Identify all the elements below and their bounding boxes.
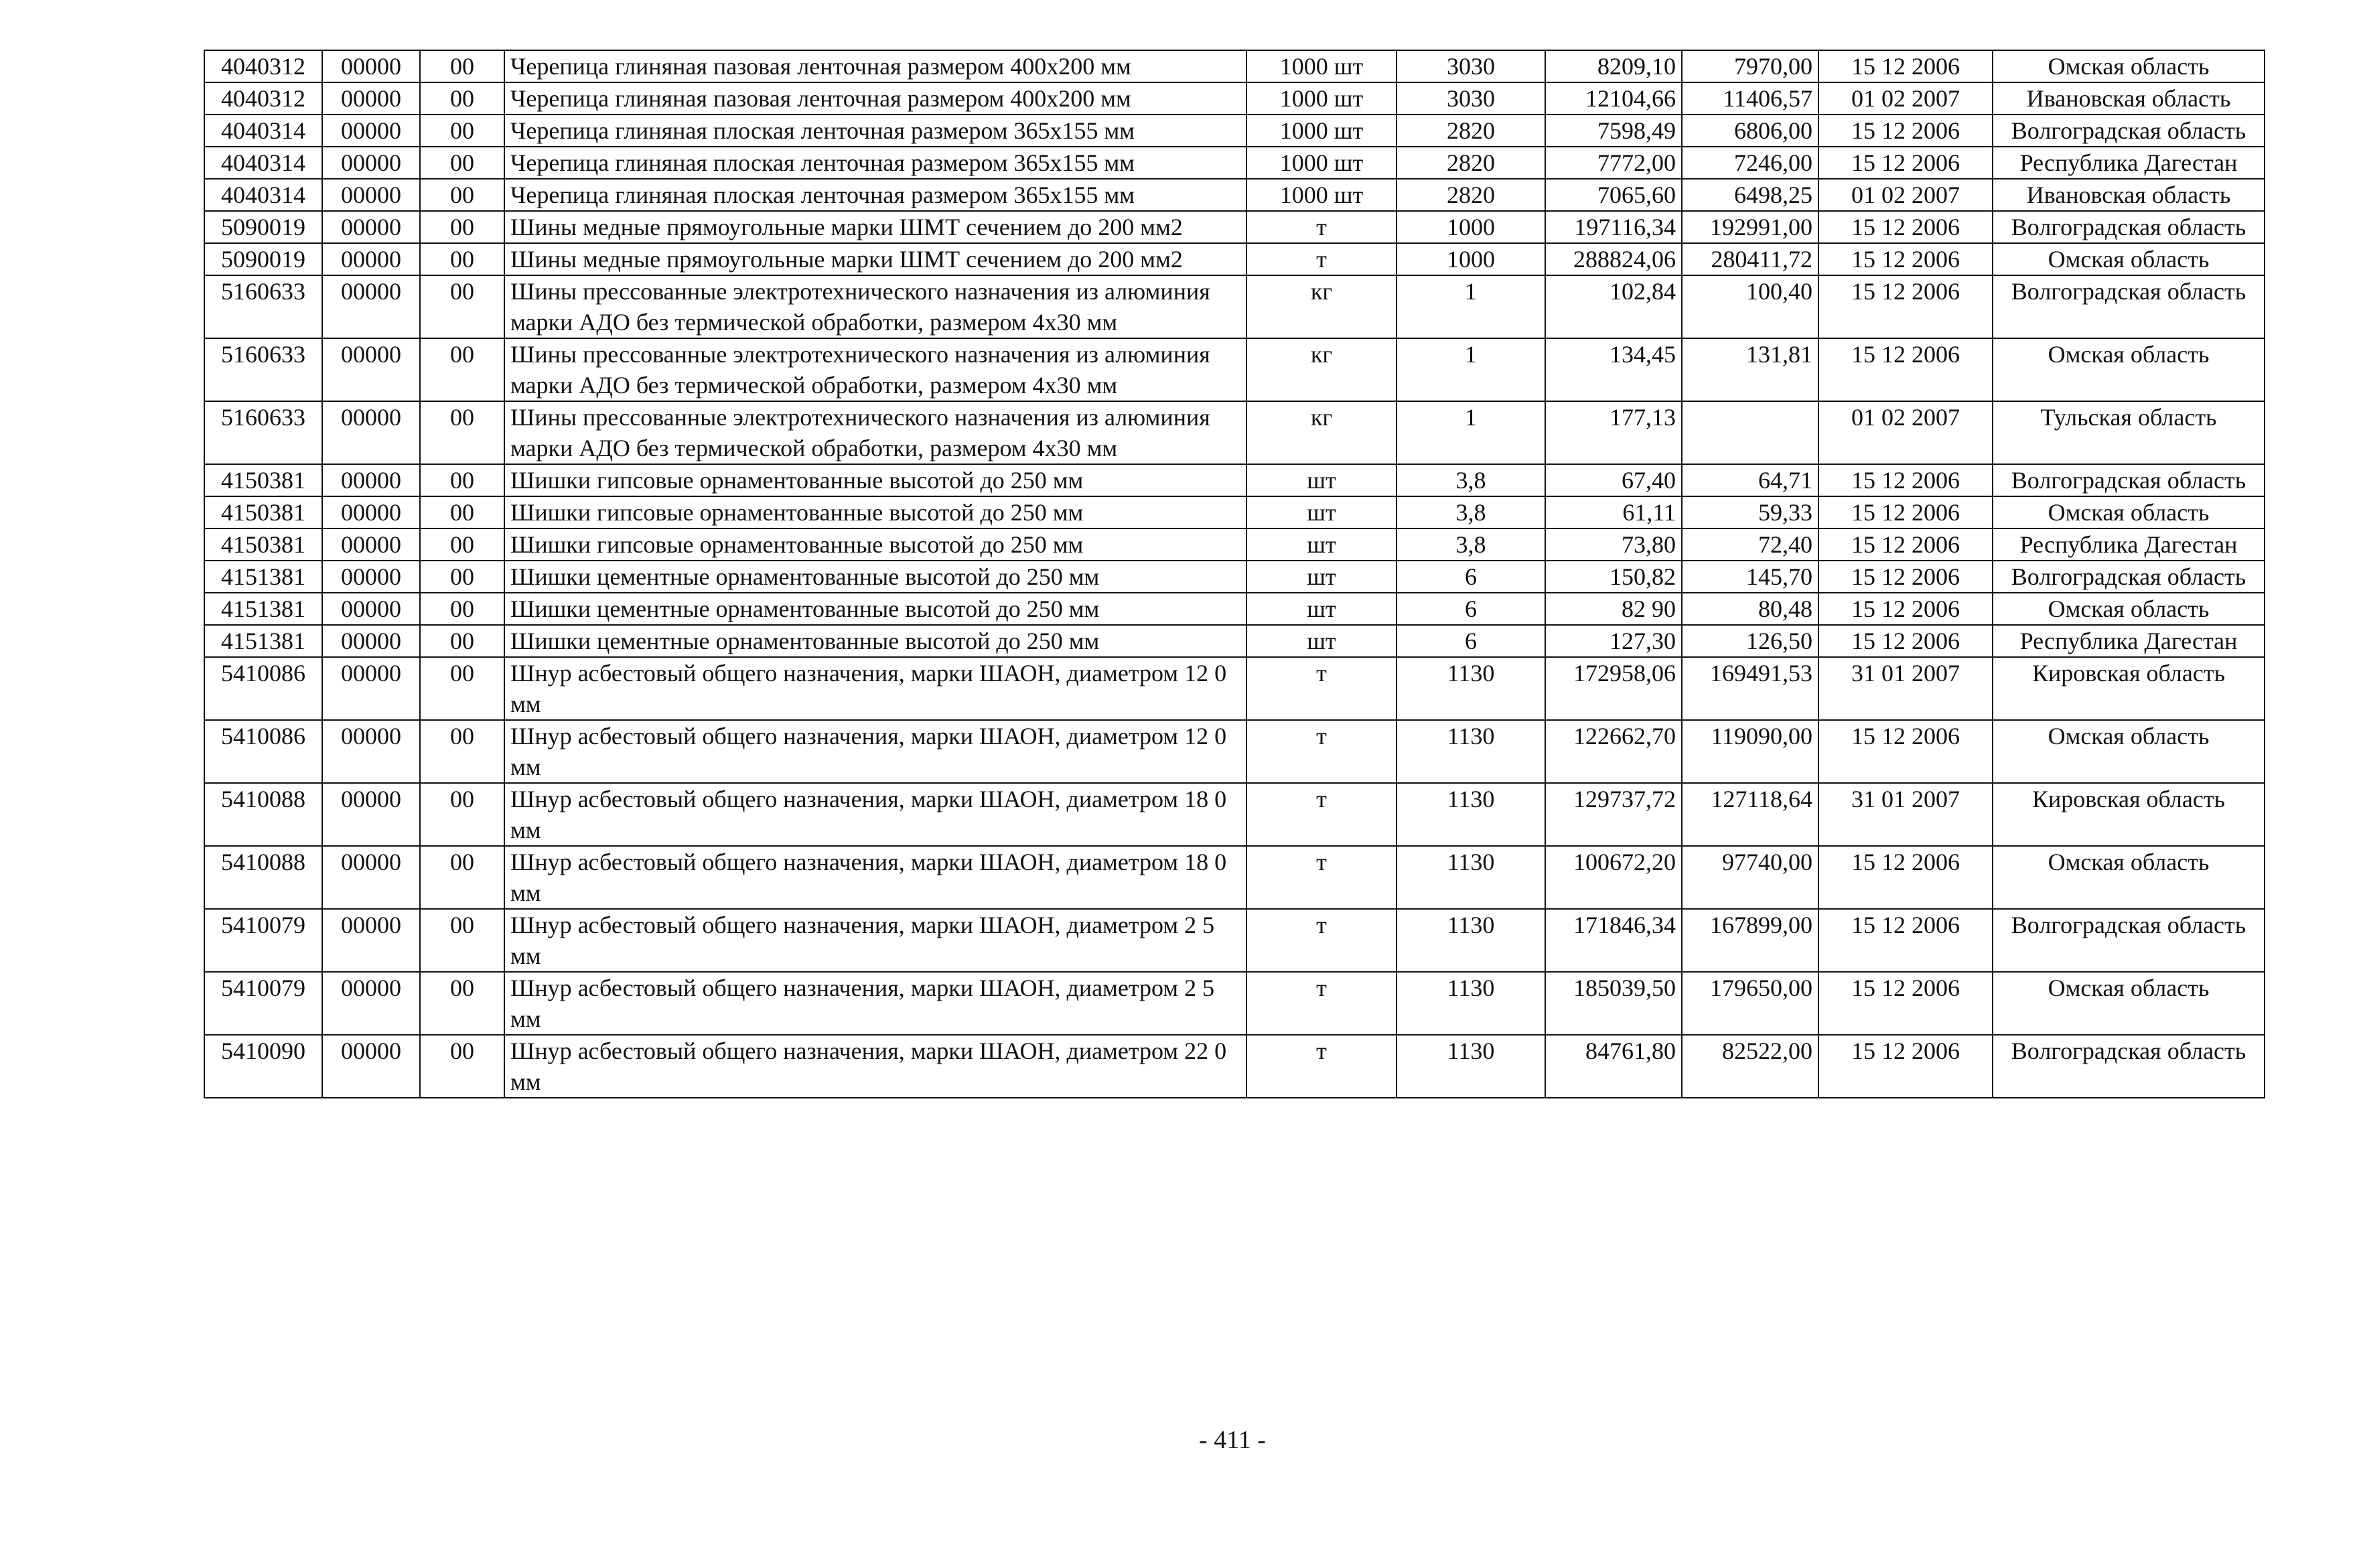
date-cell: 31 01 2007 (1818, 783, 1993, 846)
unit-cell: шт (1246, 561, 1397, 593)
suffix-cell: 00 (420, 82, 504, 115)
price-with-tax-cell: 197116,34 (1545, 211, 1682, 243)
sub-code-cell: 00000 (322, 464, 420, 496)
price-without-tax-cell: 119090,00 (1682, 720, 1818, 783)
item-code-cell: 5090019 (204, 211, 322, 243)
region-cell: Республика Дагестан (1993, 528, 2265, 561)
price-without-tax-cell: 72,40 (1682, 528, 1818, 561)
date-cell: 15 12 2006 (1818, 561, 1993, 593)
region-cell: Ивановская область (1993, 82, 2265, 115)
price-without-tax-cell: 145,70 (1682, 561, 1818, 593)
date-cell: 15 12 2006 (1818, 147, 1993, 179)
table-row (204, 783, 2265, 846)
price-without-tax-cell: 126,50 (1682, 625, 1818, 657)
region-cell: Омская область (1993, 720, 2265, 783)
price-with-tax-cell: 61,11 (1545, 496, 1682, 528)
item-code-cell: 4151381 (204, 561, 322, 593)
region-cell: Омская область (1993, 846, 2265, 909)
date-cell: 15 12 2006 (1818, 496, 1993, 528)
table-row (204, 401, 2265, 464)
table-row (204, 561, 2265, 593)
mass-cell: 1130 (1397, 972, 1545, 1035)
item-code-cell: 5410086 (204, 720, 322, 783)
item-name-cell: Черепица глиняная плоская ленточная размером 365х155 мм (504, 147, 1246, 179)
suffix-cell: 00 (420, 528, 504, 561)
item-code-cell: 4040314 (204, 147, 322, 179)
unit-cell: т (1246, 1035, 1397, 1098)
table-row (204, 846, 2265, 909)
price-with-tax-cell: 129737,72 (1545, 783, 1682, 846)
suffix-cell: 00 (420, 783, 504, 846)
mass-cell: 3,8 (1397, 464, 1545, 496)
item-name-cell: Шишки цементные орнаментованные высотой до 250 мм (504, 625, 1246, 657)
suffix-cell: 00 (420, 846, 504, 909)
date-cell: 15 12 2006 (1818, 720, 1993, 783)
mass-cell: 6 (1397, 561, 1545, 593)
sub-code-cell: 00000 (322, 115, 420, 147)
item-name-cell: Шнур асбестовый общего назначения, марки ШАОН, диаметром 18 0 мм (504, 783, 1246, 846)
price-without-tax-cell: 100,40 (1682, 275, 1818, 338)
date-cell: 15 12 2006 (1818, 243, 1993, 275)
table-row (204, 211, 2265, 243)
date-cell: 31 01 2007 (1818, 657, 1993, 720)
table-row (204, 82, 2265, 115)
price-with-tax-cell: 122662,70 (1545, 720, 1682, 783)
suffix-cell: 00 (420, 972, 504, 1035)
date-cell: 15 12 2006 (1818, 115, 1993, 147)
item-name-cell: Шины прессованные электротехнического назначения из алюминия марки АДО без термической обработки, размером 4х30 мм (504, 275, 1246, 338)
table-row (204, 972, 2265, 1035)
date-cell: 15 12 2006 (1818, 528, 1993, 561)
region-cell: Волгоградская область (1993, 1035, 2265, 1098)
suffix-cell: 00 (420, 657, 504, 720)
unit-cell: т (1246, 972, 1397, 1035)
item-code-cell: 5410090 (204, 1035, 322, 1098)
region-cell: Омская область (1993, 50, 2265, 82)
unit-cell: кг (1246, 275, 1397, 338)
item-code-cell: 5410088 (204, 783, 322, 846)
price-with-tax-cell: 100672,20 (1545, 846, 1682, 909)
table-row (204, 625, 2265, 657)
suffix-cell: 00 (420, 401, 504, 464)
region-cell: Тульская область (1993, 401, 2265, 464)
item-name-cell: Черепица глиняная пазовая ленточная размером 400х200 мм (504, 82, 1246, 115)
table-row (204, 179, 2265, 211)
suffix-cell: 00 (420, 275, 504, 338)
table-row (204, 275, 2265, 338)
region-cell: Волгоградская область (1993, 464, 2265, 496)
sub-code-cell: 00000 (322, 657, 420, 720)
date-cell: 15 12 2006 (1818, 1035, 1993, 1098)
price-without-tax-cell: 6498,25 (1682, 179, 1818, 211)
item-name-cell: Шнур асбестовый общего назначения, марки ШАОН, диаметром 22 0 мм (504, 1035, 1246, 1098)
item-code-cell: 4151381 (204, 593, 322, 625)
unit-cell: т (1246, 909, 1397, 972)
price-without-tax-cell: 59,33 (1682, 496, 1818, 528)
unit-cell: кг (1246, 401, 1397, 464)
unit-cell: т (1246, 243, 1397, 275)
item-code-cell: 4040312 (204, 50, 322, 82)
mass-cell: 3,8 (1397, 496, 1545, 528)
sub-code-cell: 00000 (322, 179, 420, 211)
price-with-tax-cell: 150,82 (1545, 561, 1682, 593)
item-code-cell: 4150381 (204, 528, 322, 561)
sub-code-cell: 00000 (322, 1035, 420, 1098)
mass-cell: 1130 (1397, 1035, 1545, 1098)
unit-cell: 1000 шт (1246, 147, 1397, 179)
region-cell: Омская область (1993, 338, 2265, 401)
unit-cell: шт (1246, 496, 1397, 528)
mass-cell: 1130 (1397, 720, 1545, 783)
sub-code-cell: 00000 (322, 528, 420, 561)
item-code-cell: 5410088 (204, 846, 322, 909)
item-code-cell: 4150381 (204, 496, 322, 528)
price-with-tax-cell: 12104,66 (1545, 82, 1682, 115)
date-cell: 01 02 2007 (1818, 401, 1993, 464)
unit-cell: 1000 шт (1246, 179, 1397, 211)
price-without-tax-cell: 11406,57 (1682, 82, 1818, 115)
item-name-cell: Шнур асбестовый общего назначения, марки ШАОН, диаметром 2 5 мм (504, 972, 1246, 1035)
region-cell: Кировская область (1993, 657, 2265, 720)
item-code-cell: 5410079 (204, 909, 322, 972)
sub-code-cell: 00000 (322, 909, 420, 972)
mass-cell: 6 (1397, 593, 1545, 625)
region-cell: Волгоградская область (1993, 115, 2265, 147)
date-cell: 15 12 2006 (1818, 846, 1993, 909)
sub-code-cell: 00000 (322, 720, 420, 783)
price-table-body (204, 50, 2265, 1098)
item-name-cell: Шины прессованные электротехнического назначения из алюминия марки АДО без термической обработки, размером 4х30 мм (504, 338, 1246, 401)
item-name-cell: Шишки гипсовые орнаментованные высотой до 250 мм (504, 528, 1246, 561)
suffix-cell: 00 (420, 338, 504, 401)
price-with-tax-cell: 172958,06 (1545, 657, 1682, 720)
sub-code-cell: 00000 (322, 593, 420, 625)
item-code-cell: 4040314 (204, 179, 322, 211)
mass-cell: 2820 (1397, 179, 1545, 211)
suffix-cell: 00 (420, 243, 504, 275)
price-with-tax-cell: 7598,49 (1545, 115, 1682, 147)
item-code-cell: 5410079 (204, 972, 322, 1035)
price-without-tax-cell: 82522,00 (1682, 1035, 1818, 1098)
item-code-cell: 5160633 (204, 338, 322, 401)
price-without-tax-cell: 97740,00 (1682, 846, 1818, 909)
table-row (204, 464, 2265, 496)
price-with-tax-cell: 171846,34 (1545, 909, 1682, 972)
mass-cell: 1000 (1397, 243, 1545, 275)
item-code-cell: 4151381 (204, 625, 322, 657)
mass-cell: 1 (1397, 275, 1545, 338)
price-without-tax-cell: 280411,72 (1682, 243, 1818, 275)
date-cell: 15 12 2006 (1818, 972, 1993, 1035)
unit-cell: т (1246, 783, 1397, 846)
table-row (204, 909, 2265, 972)
price-with-tax-cell: 67,40 (1545, 464, 1682, 496)
sub-code-cell: 00000 (322, 783, 420, 846)
sub-code-cell: 00000 (322, 496, 420, 528)
item-name-cell: Шишки цементные орнаментованные высотой до 250 мм (504, 593, 1246, 625)
sub-code-cell: 00000 (322, 846, 420, 909)
item-code-cell: 5410086 (204, 657, 322, 720)
price-with-tax-cell: 127,30 (1545, 625, 1682, 657)
suffix-cell: 00 (420, 147, 504, 179)
region-cell: Ивановская область (1993, 179, 2265, 211)
suffix-cell: 00 (420, 464, 504, 496)
suffix-cell: 00 (420, 211, 504, 243)
mass-cell: 3030 (1397, 50, 1545, 82)
date-cell: 15 12 2006 (1818, 275, 1993, 338)
table-row (204, 593, 2265, 625)
price-without-tax-cell: 6806,00 (1682, 115, 1818, 147)
price-without-tax-cell: 167899,00 (1682, 909, 1818, 972)
sub-code-cell: 00000 (322, 211, 420, 243)
suffix-cell: 00 (420, 1035, 504, 1098)
suffix-cell: 00 (420, 720, 504, 783)
item-code-cell: 5160633 (204, 275, 322, 338)
item-name-cell: Шишки гипсовые орнаментованные высотой до 250 мм (504, 496, 1246, 528)
price-with-tax-cell: 8209,10 (1545, 50, 1682, 82)
sub-code-cell: 00000 (322, 147, 420, 179)
unit-cell: шт (1246, 625, 1397, 657)
date-cell: 15 12 2006 (1818, 50, 1993, 82)
table-row (204, 496, 2265, 528)
table-row (204, 1035, 2265, 1098)
date-cell: 01 02 2007 (1818, 179, 1993, 211)
date-cell: 15 12 2006 (1818, 338, 1993, 401)
mass-cell: 1130 (1397, 846, 1545, 909)
price-with-tax-cell: 134,45 (1545, 338, 1682, 401)
price-without-tax-cell: 7246,00 (1682, 147, 1818, 179)
mass-cell: 2820 (1397, 147, 1545, 179)
price-with-tax-cell: 185039,50 (1545, 972, 1682, 1035)
item-name-cell: Черепица глиняная плоская ленточная размером 365х155 мм (504, 179, 1246, 211)
table-row (204, 528, 2265, 561)
mass-cell: 1000 (1397, 211, 1545, 243)
unit-cell: шт (1246, 528, 1397, 561)
item-name-cell: Шнур асбестовый общего назначения, марки ШАОН, диаметром 18 0 мм (504, 846, 1246, 909)
table-row (204, 115, 2265, 147)
table-row (204, 720, 2265, 783)
price-without-tax-cell: 169491,53 (1682, 657, 1818, 720)
sub-code-cell: 00000 (322, 401, 420, 464)
price-table (204, 50, 2265, 1098)
item-name-cell: Шины медные прямоугольные марки ШМТ сечением до 200 мм2 (504, 243, 1246, 275)
date-cell: 01 02 2007 (1818, 82, 1993, 115)
region-cell: Волгоградская область (1993, 211, 2265, 243)
region-cell: Волгоградская область (1993, 909, 2265, 972)
table-row (204, 657, 2265, 720)
price-without-tax-cell: 64,71 (1682, 464, 1818, 496)
price-with-tax-cell: 73,80 (1545, 528, 1682, 561)
mass-cell: 3,8 (1397, 528, 1545, 561)
price-without-tax-cell: 7970,00 (1682, 50, 1818, 82)
sub-code-cell: 00000 (322, 50, 420, 82)
suffix-cell: 00 (420, 179, 504, 211)
item-name-cell: Черепица глиняная пазовая ленточная размером 400х200 мм (504, 50, 1246, 82)
item-name-cell: Шнур асбестовый общего назначения, марки ШАОН, диаметром 2 5 мм (504, 909, 1246, 972)
unit-cell: 1000 шт (1246, 115, 1397, 147)
suffix-cell: 00 (420, 50, 504, 82)
sub-code-cell: 00000 (322, 275, 420, 338)
suffix-cell: 00 (420, 561, 504, 593)
price-with-tax-cell: 7065,60 (1545, 179, 1682, 211)
sub-code-cell: 00000 (322, 338, 420, 401)
item-name-cell: Шнур асбестовый общего назначения, марки ШАОН, диаметром 12 0 мм (504, 657, 1246, 720)
suffix-cell: 00 (420, 593, 504, 625)
item-name-cell: Черепица глиняная плоская ленточная размером 365х155 мм (504, 115, 1246, 147)
price-with-tax-cell: 177,13 (1545, 401, 1682, 464)
date-cell: 15 12 2006 (1818, 211, 1993, 243)
table-row (204, 50, 2265, 82)
price-with-tax-cell: 84761,80 (1545, 1035, 1682, 1098)
unit-cell: 1000 шт (1246, 82, 1397, 115)
mass-cell: 3030 (1397, 82, 1545, 115)
item-code-cell: 4040314 (204, 115, 322, 147)
price-with-tax-cell: 7772,00 (1545, 147, 1682, 179)
table-row (204, 147, 2265, 179)
sub-code-cell: 00000 (322, 561, 420, 593)
region-cell: Республика Дагестан (1993, 147, 2265, 179)
item-name-cell: Шины медные прямоугольные марки ШМТ сечением до 200 мм2 (504, 211, 1246, 243)
unit-cell: т (1246, 657, 1397, 720)
unit-cell: шт (1246, 464, 1397, 496)
mass-cell: 1130 (1397, 657, 1545, 720)
unit-cell: т (1246, 211, 1397, 243)
sub-code-cell: 00000 (322, 625, 420, 657)
region-cell: Омская область (1993, 593, 2265, 625)
price-without-tax-cell: 179650,00 (1682, 972, 1818, 1035)
table-row (204, 243, 2265, 275)
item-code-cell: 4040312 (204, 82, 322, 115)
suffix-cell: 00 (420, 496, 504, 528)
table-row (204, 338, 2265, 401)
region-cell: Омская область (1993, 496, 2265, 528)
mass-cell: 6 (1397, 625, 1545, 657)
date-cell: 15 12 2006 (1818, 464, 1993, 496)
suffix-cell: 00 (420, 115, 504, 147)
unit-cell: шт (1246, 593, 1397, 625)
item-code-cell: 5090019 (204, 243, 322, 275)
date-cell: 15 12 2006 (1818, 625, 1993, 657)
item-name-cell: Шнур асбестовый общего назначения, марки ШАОН, диаметром 12 0 мм (504, 720, 1246, 783)
price-with-tax-cell: 102,84 (1545, 275, 1682, 338)
sub-code-cell: 00000 (322, 82, 420, 115)
price-without-tax-cell: 80,48 (1682, 593, 1818, 625)
price-with-tax-cell: 288824,06 (1545, 243, 1682, 275)
mass-cell: 1130 (1397, 909, 1545, 972)
region-cell: Кировская область (1993, 783, 2265, 846)
item-code-cell: 4150381 (204, 464, 322, 496)
page-number: - 411 - (1199, 1426, 1266, 1454)
item-name-cell: Шишки гипсовые орнаментованные высотой до 250 мм (504, 464, 1246, 496)
mass-cell: 1 (1397, 401, 1545, 464)
mass-cell: 2820 (1397, 115, 1545, 147)
region-cell: Республика Дагестан (1993, 625, 2265, 657)
unit-cell: 1000 шт (1246, 50, 1397, 82)
mass-cell: 1130 (1397, 783, 1545, 846)
unit-cell: кг (1246, 338, 1397, 401)
region-cell: Волгоградская область (1993, 561, 2265, 593)
price-without-tax-cell: 192991,00 (1682, 211, 1818, 243)
region-cell: Омская область (1993, 972, 2265, 1035)
mass-cell: 1 (1397, 338, 1545, 401)
price-with-tax-cell: 82 90 (1545, 593, 1682, 625)
region-cell: Омская область (1993, 243, 2265, 275)
unit-cell: т (1246, 720, 1397, 783)
suffix-cell: 00 (420, 909, 504, 972)
item-name-cell: Шишки цементные орнаментованные высотой до 250 мм (504, 561, 1246, 593)
region-cell: Волгоградская область (1993, 275, 2265, 338)
unit-cell: т (1246, 846, 1397, 909)
sub-code-cell: 00000 (322, 243, 420, 275)
suffix-cell: 00 (420, 625, 504, 657)
price-without-tax-cell (1682, 401, 1818, 464)
date-cell: 15 12 2006 (1818, 593, 1993, 625)
price-without-tax-cell: 131,81 (1682, 338, 1818, 401)
price-without-tax-cell: 127118,64 (1682, 783, 1818, 846)
item-code-cell: 5160633 (204, 401, 322, 464)
item-name-cell: Шины прессованные электротехнического назначения из алюминия марки АДО без термической обработки, размером 4х30 мм (504, 401, 1246, 464)
sub-code-cell: 00000 (322, 972, 420, 1035)
date-cell: 15 12 2006 (1818, 909, 1993, 972)
